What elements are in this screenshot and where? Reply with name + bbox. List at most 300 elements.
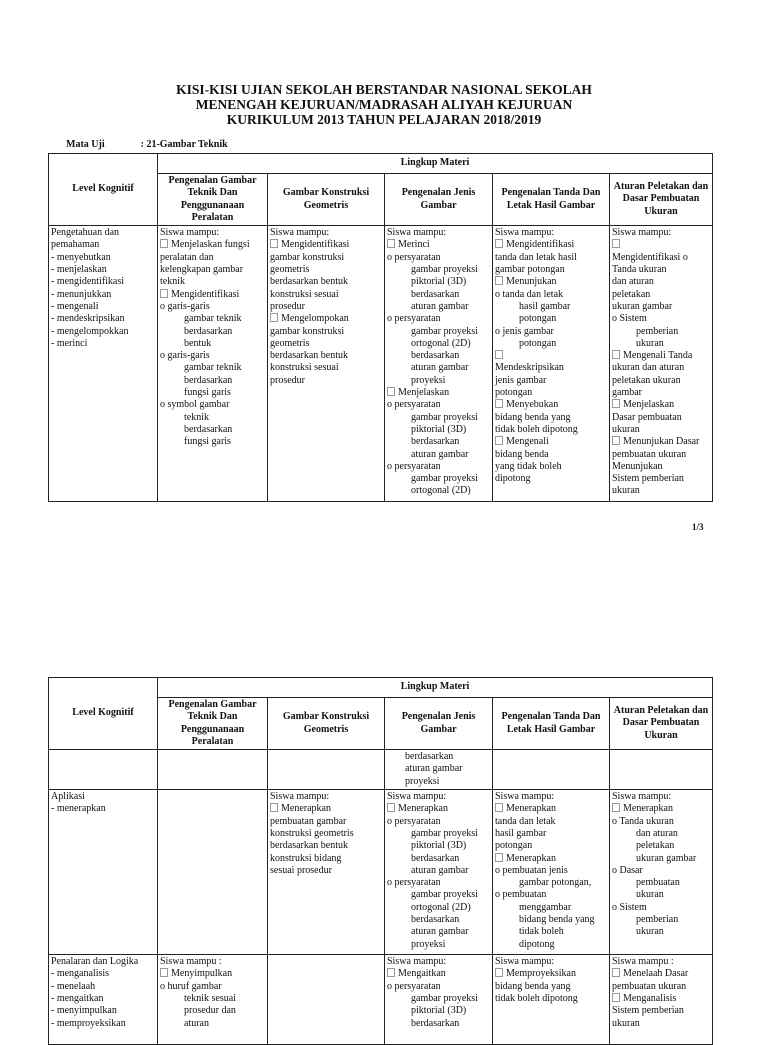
cell-line-text: aturan gambar xyxy=(411,864,469,876)
cell-line-text: Menunjukan Dasar xyxy=(623,436,700,448)
aplikasi-col-1 xyxy=(158,790,268,955)
checkbox-bullet-icon xyxy=(495,436,503,445)
cell-line xyxy=(270,276,382,288)
cell-line-text: Siswa mampu : xyxy=(160,956,222,968)
cell-line-text: aturan xyxy=(184,1017,209,1029)
cell-line-text: geometris xyxy=(270,337,310,349)
cell-line-text: gambar teknik xyxy=(184,362,242,374)
aplikasi-col-4 xyxy=(493,790,610,955)
cell-line xyxy=(495,939,607,951)
cell-line xyxy=(612,326,710,338)
cell-line xyxy=(495,239,607,251)
checkbox-bullet-icon xyxy=(612,803,620,812)
cell-line-text: Sistem pemberian xyxy=(612,473,684,485)
cell-line xyxy=(160,399,265,411)
penalaran-col-2 xyxy=(268,955,385,1045)
cell-line-text: jenis gambar xyxy=(495,374,547,386)
aplikasi-level xyxy=(49,790,158,955)
cell-line-text: berdasarkan xyxy=(411,1017,460,1029)
cell-line-text: peletakan xyxy=(612,288,651,300)
cell-line xyxy=(495,828,607,840)
cell-line-text: o symbol gambar xyxy=(160,399,230,411)
cell-line xyxy=(612,313,710,325)
cell-line xyxy=(495,436,607,448)
cell-line-text: Merinci xyxy=(398,239,430,251)
cell-line-text: ortogonal (2D) xyxy=(411,901,471,913)
cell-line xyxy=(160,289,265,301)
mata-uji-label: Mata Uji xyxy=(66,139,105,150)
cell-line-text: potongan xyxy=(519,313,557,325)
cell-line-text: ukuran xyxy=(636,337,664,349)
cell-line-text: berdasarkan xyxy=(184,423,233,435)
cell-line xyxy=(495,449,607,461)
cell-line-text: o persyaratan xyxy=(387,251,441,263)
cell-line-text: ukuran gambar xyxy=(636,852,697,864)
cell-line xyxy=(270,828,382,840)
checkbox-bullet-icon xyxy=(612,239,620,248)
cell-line-text: Penalaran dan Logika xyxy=(51,956,139,968)
aplikasi-col-3 xyxy=(385,790,493,955)
cell-line xyxy=(495,993,607,1005)
cell-line-text: gambar konstruksi xyxy=(270,325,345,337)
checkbox-bullet-icon xyxy=(495,276,503,285)
cell-line-text: teknik xyxy=(160,276,185,288)
cell-line xyxy=(387,412,490,424)
cell-line xyxy=(612,252,710,264)
cell-col-3 xyxy=(385,226,493,502)
cell-line-text: o persyaratan xyxy=(387,313,441,325)
cell-line xyxy=(387,877,490,889)
cell-line-text: Mengidentifikasi xyxy=(281,239,350,251)
cell-line xyxy=(160,375,265,387)
cell-line-text: berdasarkan bentuk xyxy=(270,840,349,852)
header-lingkup: Lingkup Materi xyxy=(158,678,713,698)
cell-line xyxy=(387,816,490,828)
cell-line xyxy=(51,791,155,803)
cell-line-text: Siswa mampu: xyxy=(495,227,555,239)
cell-line xyxy=(495,803,607,815)
cell-line-text: Menganalisis xyxy=(623,992,677,1004)
cell-line xyxy=(387,289,490,301)
cell-line xyxy=(387,853,490,865)
cell-line xyxy=(495,362,607,374)
cell-line xyxy=(387,840,490,852)
cell-line xyxy=(270,362,382,374)
cell-line-text: Menunjukan xyxy=(506,276,557,288)
header-col-1: Pengenalan Gambar Teknik Dan Penggunanaan Peralatan xyxy=(158,174,268,226)
cell-line xyxy=(160,1005,265,1017)
cell-line-text: Menerapkan xyxy=(281,803,331,815)
cell-line xyxy=(51,993,155,1005)
cell-line-text: gambar proyeksi xyxy=(411,992,478,1004)
cell-line-text: tanda dan letak xyxy=(495,815,556,827)
cell-line xyxy=(612,791,710,803)
cell-line-text: gambar proyeksi xyxy=(411,325,478,337)
cell-line xyxy=(160,276,265,288)
cell-line xyxy=(612,264,710,276)
cell-line-text: piktorial (3D) xyxy=(411,840,467,852)
cell-line xyxy=(495,387,607,399)
cell-line xyxy=(270,853,382,865)
cell-line-text: bidang benda yang xyxy=(519,914,595,926)
checkbox-bullet-icon xyxy=(270,803,278,812)
cell-line xyxy=(51,227,155,239)
page-number: 1/3 xyxy=(692,522,704,532)
cell-line xyxy=(387,926,490,938)
cell-line xyxy=(160,424,265,436)
cell-line xyxy=(270,326,382,338)
cell-line-text: Memproyeksikan xyxy=(506,968,576,980)
cell-line-text: ortogonal (2D) xyxy=(411,337,471,349)
cell-line-text: - merinci xyxy=(51,337,88,349)
cell-line xyxy=(270,803,382,815)
cell-line xyxy=(387,338,490,350)
cell-line xyxy=(495,326,607,338)
cell-line xyxy=(495,889,607,901)
cell-line-text: Menerapkan xyxy=(506,852,556,864)
cell-line-text: gambar proyeksi xyxy=(411,473,478,485)
checkbox-bullet-icon xyxy=(495,350,503,359)
cell-line xyxy=(160,326,265,338)
cell-line-text: Tanda ukuran xyxy=(612,264,667,276)
cell-line xyxy=(160,239,265,251)
cell-line xyxy=(270,865,382,877)
cell-line-text: o garis-garis xyxy=(160,350,210,362)
cell-line-text: aturan gambar xyxy=(411,300,469,312)
cell-line-text: ukuran dan aturan xyxy=(612,362,685,374)
cell-line xyxy=(495,968,607,980)
cell-line-text: Mendeskripsikan xyxy=(495,362,564,374)
cell-line xyxy=(387,387,490,399)
cell-line-text: teknik xyxy=(184,411,209,423)
cell-line xyxy=(612,387,710,399)
cell-line-text: Menjelaskan xyxy=(623,399,675,411)
cell-line xyxy=(612,424,710,436)
cell-line-text: - mengelompokkan xyxy=(51,325,129,337)
cell-line-text: gambar proyeksi xyxy=(411,264,478,276)
cell-line-text: bidang benda yang xyxy=(495,411,571,423)
cell-line-text: pemberian xyxy=(636,914,679,926)
cell-line-text: Mengidentifikasi xyxy=(506,239,575,251)
cell-line xyxy=(612,877,710,889)
cell-line-text: bentuk xyxy=(184,337,212,349)
cell-line xyxy=(387,227,490,239)
checkbox-bullet-icon xyxy=(612,968,620,977)
cell-line-text: pembuatan ukuran xyxy=(612,980,687,992)
document-title xyxy=(0,82,768,127)
checkbox-bullet-icon xyxy=(387,239,395,248)
cell-line xyxy=(405,763,490,775)
cell-line xyxy=(495,276,607,288)
cell-line xyxy=(270,313,382,325)
cell-line xyxy=(160,436,265,448)
cell-line-text: hasil gambar xyxy=(519,300,571,312)
header-col-5: Aturan Peletakan dan Dasar Pembuatan Ukuran xyxy=(610,174,713,226)
cell-line-text: Dasar pembuatan xyxy=(612,411,682,423)
cell-line xyxy=(612,473,710,485)
cell-line-text: aturan gambar xyxy=(411,362,469,374)
cell-line-text: pembuatan gambar xyxy=(270,815,347,827)
checkbox-bullet-icon xyxy=(387,968,395,977)
cell-col-2 xyxy=(268,226,385,502)
cont-cell-col-4 xyxy=(493,750,610,790)
cell-line-text: Siswa mampu: xyxy=(612,791,672,803)
cell-line xyxy=(387,424,490,436)
cell-line xyxy=(612,289,710,301)
cont-cell-col-2 xyxy=(268,750,385,790)
checkbox-bullet-icon xyxy=(495,803,503,812)
cell-line-text: ukuran xyxy=(612,485,640,497)
cell-line xyxy=(51,803,155,815)
cell-line-text: piktorial (3D) xyxy=(411,1005,467,1017)
cell-line-text: aturan gambar xyxy=(411,926,469,938)
cell-line xyxy=(160,350,265,362)
header-col-2: Gambar Konstruksi Geometris xyxy=(268,174,385,226)
cell-line-text: - mengidentifikasi xyxy=(51,276,125,288)
penalaran-col-3 xyxy=(385,955,493,1045)
cell-line-text: - menjelaskan xyxy=(51,264,107,276)
title-line-3: KURIKULUM 2013 TAHUN PELAJARAN 2018/2019 xyxy=(226,112,542,127)
cell-line-text: o pembuatan jenis xyxy=(495,864,568,876)
cell-line-text: Pengetahuan dan xyxy=(51,227,120,239)
cell-line xyxy=(495,264,607,276)
cell-line xyxy=(387,956,490,968)
cell-line-text: bidang benda xyxy=(495,448,549,460)
cell-line-text: berdasarkan xyxy=(184,374,233,386)
cell-line xyxy=(612,803,710,815)
checkbox-bullet-icon xyxy=(160,968,168,977)
header-level: Level Kognitif xyxy=(49,678,158,750)
title-line-2: MENENGAH KEJURUAN/MADRASAH ALIYAH KEJURUAN xyxy=(195,97,573,112)
cell-line-text: Aplikasi xyxy=(51,791,85,803)
cell-line xyxy=(387,301,490,313)
cell-line-text: konstruksi sesuai xyxy=(270,362,339,374)
cell-line xyxy=(51,313,155,325)
cell-line-text: - menyimpulkan xyxy=(51,1005,117,1017)
checkbox-bullet-icon xyxy=(270,313,278,322)
cell-line-text: konstruksi bidang xyxy=(270,852,342,864)
cell-line-text: berdasarkan bentuk xyxy=(270,276,349,288)
cell-line-text: yang tidak boleh xyxy=(495,460,562,472)
header-col-3: Pengenalan Jenis Gambar xyxy=(385,174,493,226)
cell-line xyxy=(160,252,265,264)
cell-line xyxy=(612,375,710,387)
penalaran-level xyxy=(49,955,158,1045)
aplikasi-col-5 xyxy=(610,790,713,955)
checkbox-bullet-icon xyxy=(160,239,168,248)
cell-line-text: Menerapkan xyxy=(623,803,673,815)
cell-line-text: gambar proyeksi xyxy=(411,827,478,839)
cell-line-text: proyeksi xyxy=(411,938,446,950)
cell-level xyxy=(49,226,158,502)
cell-line xyxy=(160,968,265,980)
cell-line xyxy=(387,865,490,877)
cell-line xyxy=(270,239,382,251)
cell-line-text: berdasarkan xyxy=(411,350,460,362)
cell-line xyxy=(387,828,490,840)
cell-line xyxy=(270,227,382,239)
cell-line-text: - mengaitkan xyxy=(51,992,104,1004)
cell-line-text: ukuran xyxy=(612,423,640,435)
cell-line-text: pemahaman xyxy=(51,239,100,251)
cell-line-text: o pembuatan xyxy=(495,889,547,901)
cell-line xyxy=(270,840,382,852)
cell-line-text: Siswa mampu: xyxy=(387,791,447,803)
cell-line xyxy=(612,449,710,461)
cell-line-text: berdasarkan xyxy=(411,436,460,448)
cell-line-text: berdasarkan xyxy=(411,914,460,926)
cell-line xyxy=(51,1005,155,1017)
cell-line xyxy=(387,914,490,926)
cell-line xyxy=(51,252,155,264)
cell-line xyxy=(612,926,710,938)
cell-line xyxy=(495,816,607,828)
cell-line xyxy=(612,412,710,424)
penalaran-col-4 xyxy=(493,955,610,1045)
cell-line xyxy=(387,968,490,980)
cell-line xyxy=(612,914,710,926)
cell-line xyxy=(387,803,490,815)
cell-line-text: peletakan xyxy=(636,840,675,852)
cell-line xyxy=(495,914,607,926)
cell-line-text: o jenis gambar xyxy=(495,325,554,337)
cell-line xyxy=(387,264,490,276)
cell-line xyxy=(495,791,607,803)
cell-line xyxy=(51,239,155,251)
checkbox-bullet-icon xyxy=(612,436,620,445)
cell-line xyxy=(495,956,607,968)
cell-line-text: - menyebutkan xyxy=(51,251,111,263)
cell-line-text: piktorial (3D) xyxy=(411,276,467,288)
cell-line xyxy=(51,276,155,288)
cell-line xyxy=(612,350,710,362)
cell-line xyxy=(160,956,265,968)
cell-line xyxy=(160,264,265,276)
cell-line-text: - memproyeksikan xyxy=(51,1017,126,1029)
cell-line-text: Menjelaskan fungsi xyxy=(171,239,250,251)
cell-line xyxy=(612,968,710,980)
cell-line xyxy=(612,865,710,877)
cell-line xyxy=(160,981,265,993)
cell-line xyxy=(495,424,607,436)
checkbox-bullet-icon xyxy=(495,968,503,977)
cell-line xyxy=(495,301,607,313)
cell-line-text: Siswa mampu: xyxy=(612,227,672,239)
cell-line-text: Menerapkan xyxy=(398,803,448,815)
cell-line-text: tanda dan letak hasil xyxy=(495,251,577,263)
cell-line xyxy=(495,375,607,387)
header-col-1: Pengenalan Gambar Teknik Dan Penggunanaan Peralatan xyxy=(158,698,268,750)
cell-line-text: geometris xyxy=(270,264,310,276)
cell-line xyxy=(387,313,490,325)
cell-line-text: aturan gambar xyxy=(411,448,469,460)
mata-uji xyxy=(66,139,228,150)
header-col-3: Pengenalan Jenis Gambar xyxy=(385,698,493,750)
cell-line-text: - mengenali xyxy=(51,300,99,312)
header-col-4: Pengenalan Tanda Dan Letak Hasil Gambar xyxy=(493,698,610,750)
cell-line-text: Sistem pemberian xyxy=(612,1005,684,1017)
cell-line xyxy=(387,350,490,362)
cell-line-text: tidak boleh xyxy=(519,926,564,938)
cell-line xyxy=(495,902,607,914)
cell-line-text: Mengidentifikasi xyxy=(171,288,240,300)
cell-line-text: sesuai prosedur xyxy=(270,864,332,876)
cell-line-text: konstruksi sesuai xyxy=(270,288,339,300)
header-lingkup: Lingkup Materi xyxy=(158,154,713,174)
cell-line xyxy=(270,375,382,387)
cell-line-text: pemberian xyxy=(636,325,679,337)
cell-line xyxy=(612,301,710,313)
checkbox-bullet-icon xyxy=(612,399,620,408)
penalaran-col-5 xyxy=(610,955,713,1045)
cell-line-text: o Sistem xyxy=(612,901,647,913)
cell-line-text: ukuran gambar xyxy=(612,300,673,312)
cell-line-text: ukuran xyxy=(636,926,664,938)
cell-line-text: Siswa mampu: xyxy=(387,227,447,239)
cell-line xyxy=(51,968,155,980)
cell-line xyxy=(160,313,265,325)
cell-line xyxy=(387,1005,490,1017)
cell-line xyxy=(612,461,710,473)
cell-line xyxy=(270,252,382,264)
cell-line xyxy=(387,461,490,473)
cell-line xyxy=(612,1005,710,1017)
header-col-2: Gambar Konstruksi Geometris xyxy=(268,698,385,750)
cell-line xyxy=(160,301,265,313)
cell-line-text: Siswa mampu: xyxy=(270,791,330,803)
cell-line xyxy=(51,289,155,301)
cell-line-text: prosedur xyxy=(270,300,305,312)
title-line-1: KISI-KISI UJIAN SEKOLAH BERSTANDAR NASIONAL SEKOLAH xyxy=(176,82,592,97)
cell-line-text: ortogonal (2D) xyxy=(411,485,471,497)
header-col-5: Aturan Peletakan dan Dasar Pembuatan Ukuran xyxy=(610,698,713,750)
cell-line-text: dipotong xyxy=(519,938,555,950)
cell-line-text: - mendeskripsikan xyxy=(51,313,125,325)
cell-line-text: ukuran xyxy=(612,1017,640,1029)
cell-line xyxy=(51,338,155,350)
cell-line-text: o Sistem xyxy=(612,313,647,325)
cell-line xyxy=(387,902,490,914)
cell-line-text: Siswa mampu: xyxy=(270,227,330,239)
cell-line xyxy=(51,981,155,993)
cell-line-text: gambar teknik xyxy=(184,313,242,325)
cell-line-text: peletakan ukuran xyxy=(612,374,681,386)
checkbox-bullet-icon xyxy=(495,399,503,408)
checkbox-bullet-icon xyxy=(387,803,395,812)
cell-line-text: o tanda dan letak xyxy=(495,288,564,300)
cell-line xyxy=(51,301,155,313)
kisi-table-page-2 xyxy=(48,677,713,1045)
cell-line xyxy=(495,473,607,485)
cell-line xyxy=(387,252,490,264)
cell-line xyxy=(495,412,607,424)
cell-line xyxy=(612,338,710,350)
cell-line xyxy=(51,956,155,968)
cell-line xyxy=(405,776,490,788)
cell-line xyxy=(270,816,382,828)
header-level: Level Kognitif xyxy=(49,154,158,226)
cell-line xyxy=(612,436,710,448)
checkbox-bullet-icon xyxy=(495,853,503,862)
cell-line xyxy=(612,889,710,901)
cell-line-text: tidak boleh dipotong xyxy=(495,423,578,435)
cell-line-text: proyeksi xyxy=(405,775,440,787)
kisi-table-page-1 xyxy=(48,153,713,502)
cont-cell-col-5 xyxy=(610,750,713,790)
cell-line xyxy=(612,276,710,288)
cell-line-text: potongan xyxy=(495,387,533,399)
cell-line-text: o persyaratan xyxy=(387,815,441,827)
